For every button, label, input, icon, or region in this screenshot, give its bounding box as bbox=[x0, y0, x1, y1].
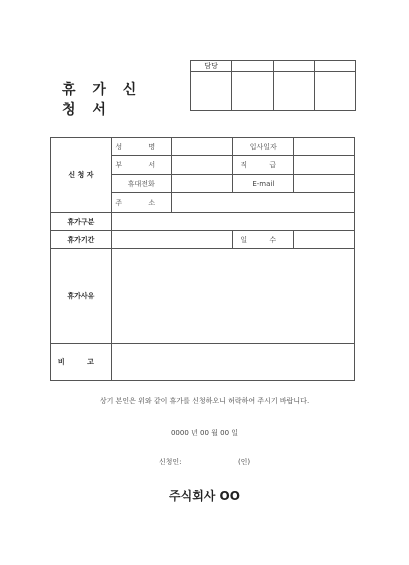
approval-sign-cell[interactable] bbox=[191, 72, 232, 111]
approval-sign-cell[interactable] bbox=[232, 72, 273, 111]
days-field[interactable] bbox=[294, 231, 355, 249]
approval-table bbox=[190, 60, 356, 111]
signature-line bbox=[0, 457, 409, 467]
address-label: 주 소 bbox=[111, 193, 171, 213]
date-line: 0000 년 00 월 00 일 bbox=[170, 429, 239, 437]
rank-field[interactable] bbox=[294, 156, 355, 175]
email-field[interactable] bbox=[294, 175, 355, 193]
dept-label: 부 서 bbox=[111, 156, 171, 175]
leave-period-head: 휴가기간 bbox=[51, 231, 112, 249]
name-field[interactable] bbox=[171, 138, 233, 156]
applicant-sign-label: 신청인: bbox=[158, 458, 182, 466]
join-date-label: 입사일자 bbox=[233, 138, 294, 156]
join-date-field[interactable] bbox=[294, 138, 355, 156]
leave-reason-field[interactable] bbox=[111, 249, 354, 344]
name-label: 성 명 bbox=[111, 138, 171, 156]
days-label: 일 수 bbox=[233, 231, 294, 249]
leave-period-field[interactable] bbox=[111, 231, 233, 249]
approval-header: 담당 bbox=[191, 61, 232, 72]
approval-sign-cell[interactable] bbox=[273, 72, 314, 111]
remarks-head: 비 고 bbox=[51, 344, 112, 381]
mobile-field[interactable] bbox=[171, 175, 233, 193]
statement-text: 상기 본인은 위와 같이 휴가를 신청하오니 허락하여 주시기 바랍니다. bbox=[99, 397, 310, 405]
remarks-field[interactable] bbox=[111, 344, 354, 381]
dept-field[interactable] bbox=[171, 156, 233, 175]
approval-header-cell bbox=[273, 61, 314, 72]
applicant-head: 신 청 자 bbox=[51, 138, 112, 213]
mobile-label: 휴대전화 bbox=[111, 175, 171, 193]
leave-form-table bbox=[50, 137, 355, 381]
email-label: E-mail bbox=[233, 175, 294, 193]
address-field[interactable] bbox=[171, 193, 354, 213]
rank-label: 직 급 bbox=[233, 156, 294, 175]
approval-header-cell bbox=[232, 61, 273, 72]
leave-type-field[interactable] bbox=[111, 213, 354, 231]
leave-type-head: 휴가구분 bbox=[51, 213, 112, 231]
approval-sign-cell[interactable] bbox=[314, 72, 355, 111]
seal-mark: (인) bbox=[237, 458, 251, 466]
approval-header-cell bbox=[314, 61, 355, 72]
company-name: 주식회사 OO bbox=[169, 489, 240, 503]
leave-reason-head: 휴가사유 bbox=[51, 249, 112, 344]
form-title: 휴 가 신 청 서 bbox=[62, 82, 143, 118]
